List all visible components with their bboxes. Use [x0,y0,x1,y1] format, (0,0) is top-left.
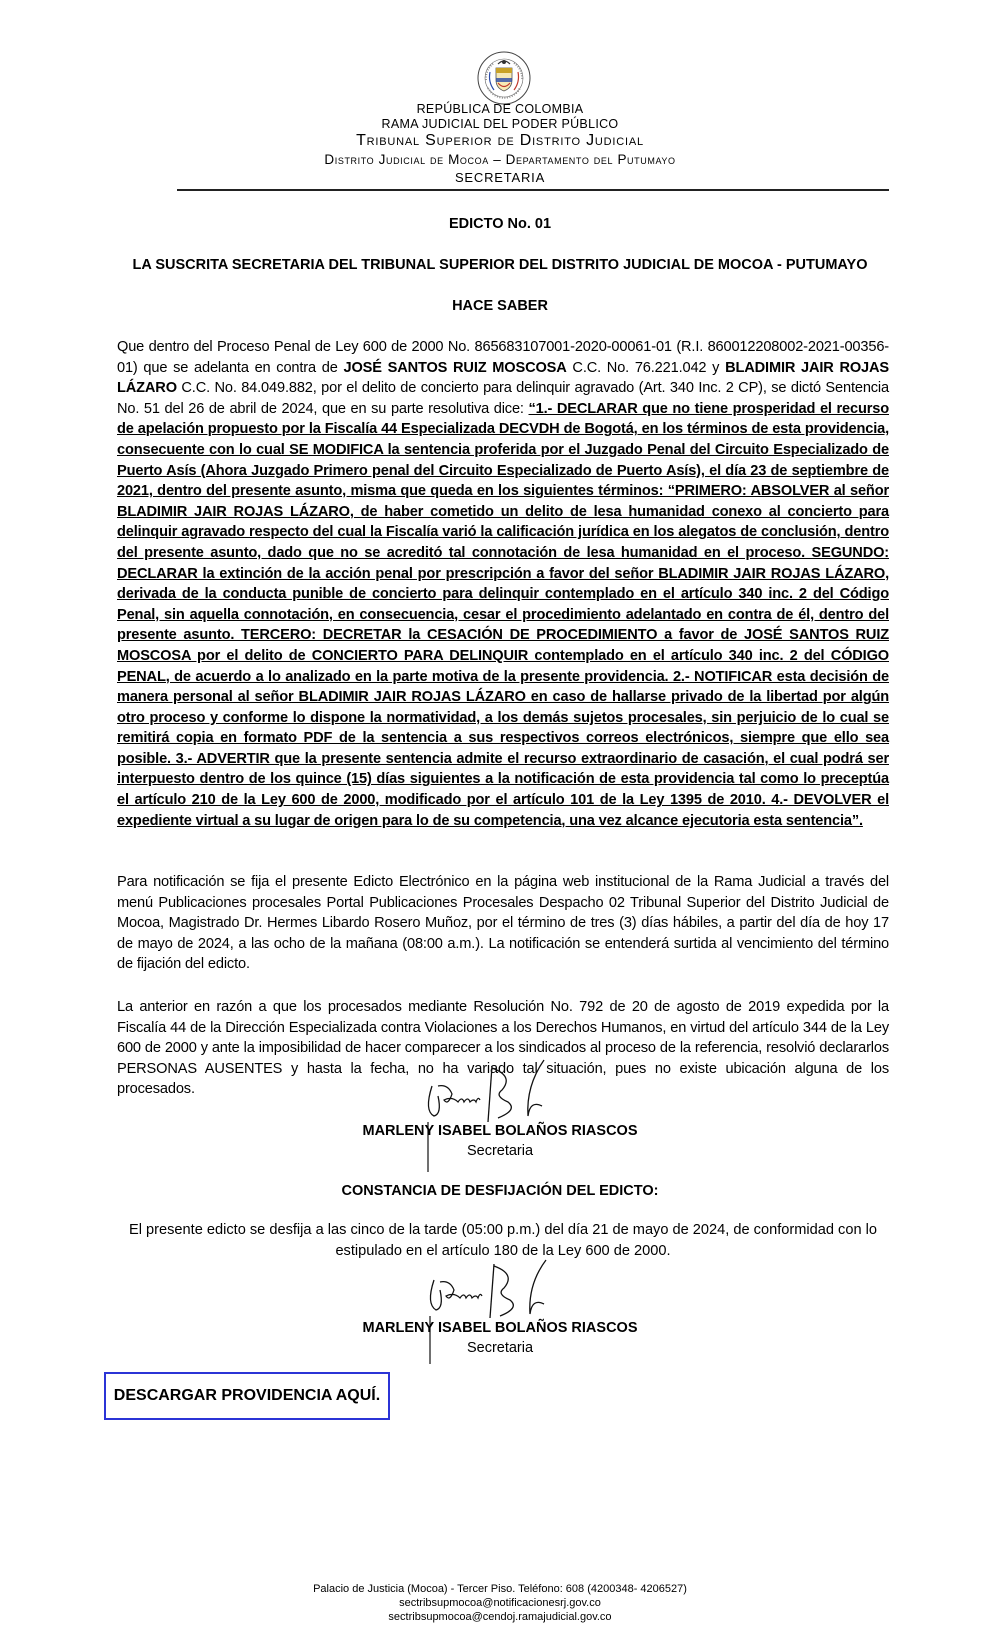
footer-address: Palacio de Justicia (Mocoa) - Tercer Piso. Teléfono: 608 (4200348- 4206527) [313,1583,687,1595]
signer-name: MARLENY ISABEL BOLAÑOS RIASCOS [362,1123,638,1139]
edict-subtitle: LA SUSCRITA SECRETARIA DEL TRIBUNAL SUPERIOR DEL DISTRITO JUDICIAL DE MOCOA - PUTUMAYO [132,257,868,273]
constancia-text: El presente edicto se desfija a las cinco de la tarde (05:00 p.m.) del día 21 de mayo de 2024, de conformidad con lo estipulado en el artículo 180 de la Ley 600 de 2000. [129,1222,877,1259]
footer-email-cendoj: sectribsupmocoa@cendoj.ramajudicial.gov.co [388,1611,612,1623]
coat-of-arms-seal-icon [476,50,532,106]
paragraph-process-details [117,337,889,831]
signer-role: Secretaria [466,1340,534,1356]
signer-role: Secretaria [466,1143,534,1159]
hace-saber-heading: HACE SABER [452,298,548,314]
header-branch: RAMA JUDICIAL DEL PODER PÚBLICO [381,117,619,131]
p1-text-a: Que dentro del Proceso Penal de Ley 600 de 2000 No. 865683107001-2020-00061-01 (R.I. 860012208002-2021-00356-01) que se adelanta en contra de [117,339,889,376]
defendant-2-name: BLADIMIR JAIR ROJAS LÁZARO [117,359,889,397]
header-divider [177,189,889,191]
header-country: REPÚBLICA DE COLOMBIA [416,102,584,116]
constancia-heading: CONSTANCIA DE DESFIJACIÓN DEL EDICTO: [341,1183,659,1199]
defendant-1-name: JOSÉ SANTOS RUIZ MOSCOSA [343,359,567,376]
p1-text-c: C.C. No. 84.049.882, por el delito de concierto para delinquir agravado (Art. 340 Inc. 2 CP), se dictó Sentencia No. 51 del 26 de abril de 2024, que en su parte resolutiva dice: [117,380,889,417]
footer-email-notifications: sectribsupmocoa@notificacionesrj.gov.co [399,1597,601,1609]
header-tribunal: Tribunal Superior de Distrito Judicial [356,132,644,149]
header-district: Distrito Judicial de Mocoa – Departamento del Putumayo [324,152,676,167]
edict-title: EDICTO No. 01 [448,216,552,232]
sentence-resolution: “1.- DECLARAR que no tiene prosperidad el recurso de apelación propuesto por la Fiscalía 44 Especializada DECVDH de Bogotá, en los términos de esta providencia, consecuente con lo cual SE MODIFICA la sentencia proferida por el Juzgado Penal del Circuito Especializado de Puerto Asís (Ahora Juzgado Primero penal del Circuito Especializado de Puerto Asís), el día 23 de septiembre de 2021, dentro del presente asunto, misma que queda en los siguientes términos: “PRIMERO: ABSOLVER al señor BLADIMIR JAIR ROJAS LÁZARO, de haber cometido un delito de lesa humanidad conexo al concierto para delinquir agravado respecto del cual la Fiscalía varió la calificación jurídica en los alegatos de conclusión, dentro del presente asunto, dado que no se acreditó tal connotación de lesa humanidad en el proceso. SEGUNDO: DECLARAR la extinción de la acción penal por prescripción a favor del señor BLADIMIR JAIR ROJAS LÁZARO, derivada de la conducta punible de concierto para delinquir contemplado en el artículo 340 inc. 2 del Código Penal, sin aquella connotación, en consecuencia, cesar el procedimiento adelantado en contra de él, dentro del presente asunto. TERCERO: DECRETAR la CESACIÓN DE PROCEDIMIENTO a favor de JOSÉ SANTOS RUIZ MOSCOSA por el delito de CONCIERTO PARA DELINQUIR contemplado en el artículo 340 inc. 2 del CÓDIGO PENAL, de acuerdo a lo analizado en la parte motiva de la presente providencia. 2.- NOTIFICAR esta decisión de manera personal al señor BLADIMIR JAIR ROJAS LÁZARO en caso de hallarse privado de la libertad por algún otro proceso y conforme lo dispone la normatividad, a los demás sujetos procesales, sin perjuicio de lo cual se remitirá copia en formato PDF de la sentencia a sus respectivos correos electrónicos, siempre que ello sea posible. 3.- ADVERTIR que la presente sentencia admite el recurso extraordinario de casación, el cual podrá ser interpuesto dentro de los quince (15) días siguientes a la notificación de esta providencia tal como lo preceptúa el artículo 210 de la Ley 600 de 2000, modificado por el artículo 101 de la Ley 1395 de 2010. 4.- DEVOLVER el expediente virtual a su lugar de origen para lo de su competencia, una vez alcance ejecutoria esta sentencia”. [117,400,889,829]
signer-name: MARLENY ISABEL BOLAÑOS RIASCOS [362,1320,638,1336]
p1-text-b: C.C. No. 76.221.042 y [566,359,726,376]
download-providencia-link[interactable]: DESCARGAR PROVIDENCIA AQUÍ. [104,1372,390,1420]
header-office: SECRETARIA [454,170,546,185]
paragraph-notification: Para notificación se fija el presente Edicto Electrónico en la página web institucional de la Rama Judicial a través del menú Publicaciones procesales Portal Publicaciones Procesales Despacho 02 Tribunal Superior del Distrito Judicial de Mocoa, Magistrado Dr. Hermes Libardo Rosero Muñoz, por el término de tres (3) días hábiles, a partir del día de hoy 17 de mayo de 2024, a las ocho de la mañana (08:00 a.m.). La notificación se entenderá surtida al vencimiento del término de fijación del edicto. [117,874,889,973]
paragraph-reason: La anterior en razón a que los procesados mediante Resolución No. 792 de 20 de agosto de 2019 expedida por la Fiscalía 44 de la Dirección Especializada contra Violaciones a los Derechos Humanos, en virtud del artículo 344 de la Ley 600 de 2000 y ante la imposibilidad de hacer comparecer a los sindicados al proceso de la referencia, resolvió declararlos PERSONAS AUSENTES y hasta la fecha, no ha variado tal situación, pues no existe ubicación alguna de los procesados. [117,999,889,1098]
